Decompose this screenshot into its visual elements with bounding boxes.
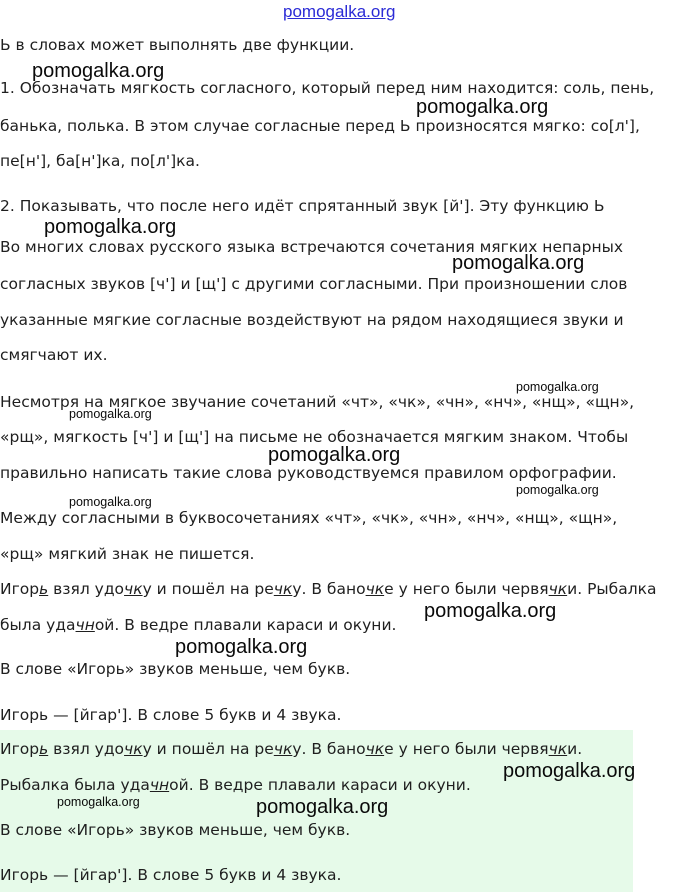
text: у и пошёл на ре: [142, 580, 274, 598]
marked-letters: чк: [124, 740, 143, 758]
watermark: pomogalka.org: [175, 636, 308, 658]
example-line: [0, 774, 471, 796]
watermark: pomogalka.org: [44, 216, 177, 238]
watermark: pomogalka.org: [32, 60, 165, 82]
text-line: Во многих словах русского языка встречаются сочетания мягких непарных: [0, 238, 623, 256]
watermark-link[interactable]: pomogalka.org: [283, 2, 396, 21]
marked-letters: чн: [149, 776, 170, 794]
text-line: согласных звуков [ч'] и [щ'] с другими согласными. При произношении слов: [0, 275, 628, 293]
text: у и пошёл на ре: [142, 740, 274, 758]
watermark: pomogalka.org: [416, 96, 549, 118]
text: была уда: [0, 616, 76, 634]
text: ой. В ведре плавали караси и окуни.: [169, 776, 471, 794]
example-line: Игорь — [йгар']. В слове 5 букв и 4 звука.: [0, 866, 342, 884]
marked-letters: ь: [39, 580, 49, 598]
text: взял удо: [48, 740, 125, 758]
watermark: pomogalka.org: [268, 444, 401, 466]
example-line: [0, 738, 582, 760]
watermark: pomogalka.org: [503, 760, 636, 782]
watermark: pomogalka.org: [69, 495, 152, 509]
text: у. В бано: [292, 740, 366, 758]
text-line: Между согласными в буквосочетаниях «чт», «чк», «чн», «нч», «нщ», «щн»,: [0, 509, 618, 527]
text-line: Ь в словах может выполнять две функции.: [0, 36, 355, 54]
marked-letters: чк: [273, 740, 293, 758]
text-line: Несмотря на мягкое звучание сочетаний «чт», «чк», «чн», «нч», «нщ», «щн»,: [0, 393, 635, 411]
text: у. В бано: [292, 580, 366, 598]
text-line: пе[н'], ба[н']ка, по[л']ка.: [0, 152, 200, 170]
example-line: В слове «Игорь» звуков меньше, чем букв.: [0, 660, 351, 678]
watermark: pomogalka.org: [69, 407, 152, 421]
text: Игор: [0, 740, 40, 758]
text: взял удо: [48, 580, 125, 598]
text: Игор: [0, 580, 40, 598]
marked-letters: чн: [75, 616, 95, 634]
example-line: Игорь — [йгар']. В слове 5 букв и 4 звука.: [0, 706, 342, 724]
text-line: указанные мягкие согласные воздействуют на рядом находящиеся звуки и: [0, 311, 624, 329]
example-line: [0, 578, 656, 600]
text-line: 2. Показывать, что после него идёт спрятанный звук [й']. Эту функцию Ь: [0, 197, 605, 215]
marked-letters: чк: [273, 580, 293, 598]
watermark: pomogalka.org: [57, 795, 140, 809]
text: ой. В ведре плавали караси и окуни.: [94, 616, 397, 634]
watermark: pomogalka.org: [452, 252, 585, 274]
text-line: банька, полька. В этом случае согласные перед Ь произносятся мягко: со[л'],: [0, 117, 640, 135]
marked-letters: чк: [548, 580, 568, 598]
marked-letters: ь: [39, 740, 49, 758]
watermark: pomogalka.org: [424, 600, 557, 622]
marked-letters: чк: [548, 740, 568, 758]
text: и. Рыбалка: [567, 580, 657, 598]
example-line: В слове «Игорь» звуков меньше, чем букв.: [0, 821, 351, 839]
watermark: pomogalka.org: [516, 483, 599, 497]
marked-letters: чк: [365, 740, 385, 758]
text-line: правильно написать такие слова руководствуемся правилом орфографии.: [0, 464, 617, 482]
text: е у него были червя: [384, 740, 549, 758]
text: и.: [567, 740, 583, 758]
watermark: pomogalka.org: [256, 796, 389, 818]
marked-letters: чк: [124, 580, 143, 598]
text-line: «рщ», мягкость [ч'] и [щ'] на письме не обозначается мягким знаком. Чтобы: [0, 428, 629, 446]
text: Рыбалка была уда: [0, 776, 150, 794]
text-line: 1. Обозначать мягкость согласного, который перед ним находится: соль, пень,: [0, 79, 655, 97]
text: е у него были червя: [384, 580, 549, 598]
example-line: [0, 614, 396, 636]
watermark: pomogalka.org: [516, 380, 599, 394]
marked-letters: чк: [365, 580, 385, 598]
text-line: «рщ» мягкий знак не пишется.: [0, 545, 255, 563]
text-line: смягчают их.: [0, 346, 108, 364]
